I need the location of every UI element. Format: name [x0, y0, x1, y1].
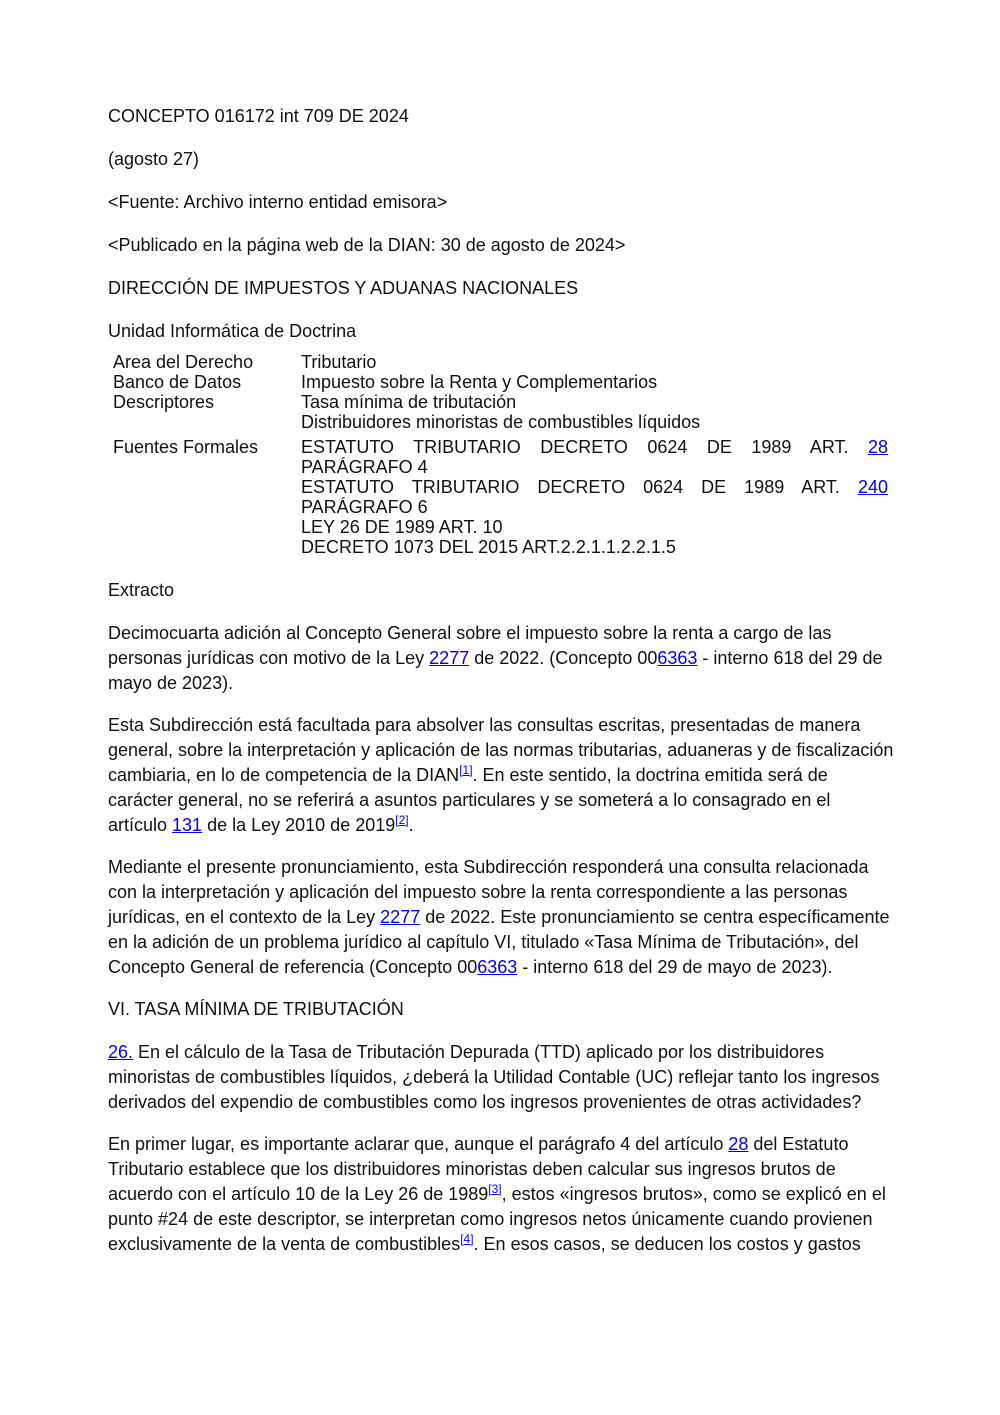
paragraph-2: Esta Subdirección está facultada para absolver las consultas escritas, presentadas de manera general, sobre la interpretación y aplicación de las normas tributarias, aduaneras y de fiscalización cambiaria, en lo de competencia de la DIAN[1]. En este sentido, la doctrina emitida será de carácter general, no se referirá a asuntos particulares y se someterá a lo consagrado en el artículo 131 de la Ley 2010 de 2019[2].	[108, 715, 894, 835]
footnote-2-link[interactable]: [2]	[395, 813, 409, 827]
section-title: VI. TASA MÍNIMA DE TRIBUTACIÓN	[108, 999, 404, 1019]
paragraph-4: 26. En el cálculo de la Tasa de Tributación Depurada (TTD) aplicado por los distribuidores minoristas de combustibles líquidos, ¿deberá la Utilidad Contable (UC) reflejar tanto los ingresos derivados del expendio de combustibles como los ingresos provenientes de otras actividades?	[108, 1042, 880, 1112]
unit-name: Unidad Informática de Doctrina	[108, 321, 357, 341]
fuente-item-continuation: PARÁGRAFO 4	[301, 457, 428, 477]
fuentes-value	[301, 437, 888, 557]
source-note: <Fuente: Archivo interno entidad emisora>	[108, 192, 448, 212]
footnote-3-link[interactable]: [3]	[488, 1182, 502, 1196]
metadata-row-descriptores	[113, 392, 888, 437]
paragraph-1: Decimocuarta adición al Concepto General sobre el impuesto sobre la renta a cargo de las personas jurídicas con motivo de la Ley 2277 de 2022. (Concepto 006363 - interno 618 del 29 de mayo de 2023).	[108, 623, 883, 693]
concepto-6363-link[interactable]: 6363	[657, 648, 698, 668]
ley-2277-link[interactable]: 2277	[429, 648, 470, 668]
descriptores-label: Descriptores	[113, 392, 215, 412]
fuente-item: DECRETO 1073 DEL 2015 ART.2.2.1.1.2.2.1.5	[301, 537, 676, 557]
fuente-item: ESTATUTO TRIBUTARIO DECRETO 0624 DE 1989 ART. 28	[301, 437, 888, 457]
article-240-link[interactable]: 240	[857, 477, 888, 497]
document-date: (agosto 27)	[108, 149, 200, 169]
descriptores-value	[301, 392, 888, 437]
extracto-heading: Extracto	[108, 580, 175, 600]
footnote-1-link[interactable]: [1]	[459, 763, 473, 777]
descriptor-item: Tasa mínima de tributación	[301, 392, 517, 412]
concepto-6363-link[interactable]: 6363	[477, 957, 518, 977]
document-title: CONCEPTO 016172 int 709 DE 2024	[108, 106, 409, 126]
fuente-item: ESTATUTO TRIBUTARIO DECRETO 0624 DE 1989 ART. 240	[301, 477, 888, 497]
fuentes-label: Fuentes Formales	[113, 437, 259, 457]
entity-name: DIRECCIÓN DE IMPUESTOS Y ADUANAS NACIONALES	[108, 278, 579, 298]
metadata-row-banco	[113, 372, 888, 392]
area-label: Area del Derecho	[113, 352, 254, 372]
metadata-row-fuentes	[113, 437, 888, 557]
document-body	[108, 104, 894, 1274]
fuente-item-continuation: PARÁGRAFO 6	[301, 497, 428, 517]
published-note: <Publicado en la página web de la DIAN: 30 de agosto de 2024>	[108, 235, 626, 255]
descriptor-item: Distribuidores minoristas de combustibles líquidos	[301, 412, 701, 432]
fuente-item: LEY 26 DE 1989 ART. 10	[301, 517, 503, 537]
article-28-link[interactable]: 28	[728, 1134, 749, 1154]
metadata-row-area	[113, 352, 888, 372]
area-value: Tributario	[301, 352, 377, 372]
paragraph-3: Mediante el presente pronunciamiento, esta Subdirección responderá una consulta relacionada con la interpretación y aplicación del impuesto sobre la renta correspondiente a las personas jurídicas, en el contexto de la Ley 2277 de 2022. Este pronunciamiento se centra específicamente en la adición de un problema jurídico al capítulo VI, titulado «Tasa Mínima de Tributación», del Concepto General de referencia (Concepto 006363 - interno 618 del 29 de mayo de 2023).	[108, 857, 890, 977]
metadata-table	[113, 352, 888, 557]
item-26-link[interactable]: 26.	[108, 1042, 134, 1062]
article-131-link[interactable]: 131	[172, 815, 203, 835]
banco-value: Impuesto sobre la Renta y Complementarios	[301, 372, 658, 392]
article-28-link[interactable]: 28	[867, 437, 888, 457]
banco-label: Banco de Datos	[113, 372, 242, 392]
paragraph-5: En primer lugar, es importante aclarar que, aunque el parágrafo 4 del artículo 28 del Estatuto Tributario establece que los distribuidores minoristas deben calcular sus ingresos brutos de acuerdo con el artículo 10 de la Ley 26 de 1989[3], estos «ingresos brutos», como se explicó en el punto #24 de este descriptor, se interpretan como ingresos netos únicamente cuando provienen exclusivamente de la venta de combustibles[4]. En esos casos, se deducen los costos y gastos	[108, 1134, 886, 1254]
footnote-4-link[interactable]: [4]	[460, 1232, 474, 1246]
ley-2277-link[interactable]: 2277	[380, 907, 421, 927]
